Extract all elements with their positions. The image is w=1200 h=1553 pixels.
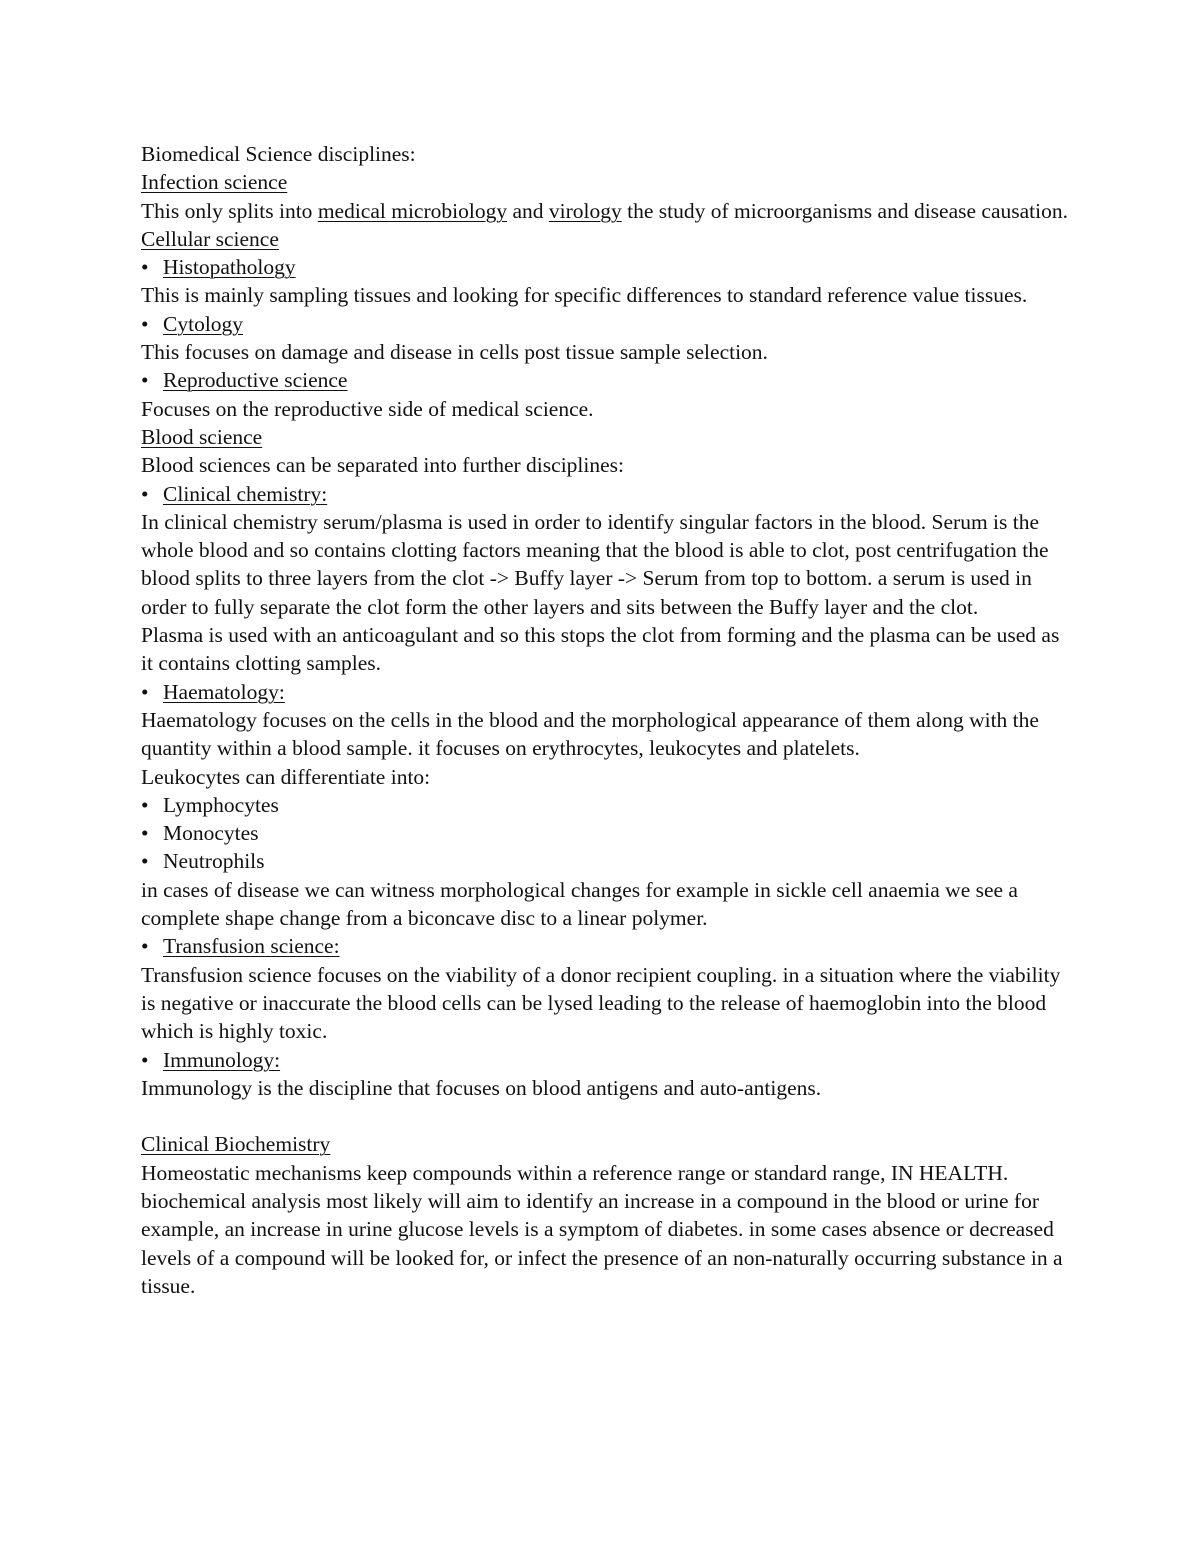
transfusion-paragraph: Transfusion science focuses on the viability of a donor recipient coupling. in a situation where the viability is negative or inaccurate the blood cells can be lysed leading to the release of haemoglobin into the blood which is highly toxic. <box>141 962 1061 1044</box>
haematology-paragraph-1: Haematology focuses on the cells in the blood and the morphological appearance of them along with the quantity within a blood sample. it focuses on erythrocytes, leukocytes and platelets. <box>141 707 1039 761</box>
bullet-icon: • <box>141 311 149 336</box>
bullet-icon: • <box>141 1047 149 1072</box>
bullet-clinical-chemistry: • Clinical chemistry: <box>141 480 1076 508</box>
bullet-icon: • <box>141 255 149 280</box>
virology-term: virology <box>548 198 622 223</box>
bullet-histopathology: • Histopathology <box>141 253 1076 281</box>
list-item-neutrophils: • Neutrophils <box>141 847 1076 875</box>
bullet-icon: • <box>141 481 149 506</box>
blood-intro: Blood sciences can be separated into further disciplines: <box>141 453 624 478</box>
list-item-lymphocytes: • Lymphocytes <box>141 791 1076 819</box>
bullet-immunology: • Immunology: <box>141 1046 1076 1074</box>
section-heading-clinical-biochemistry: Clinical Biochemistry <box>141 1132 331 1157</box>
document-title: Biomedical Science disciplines: <box>141 142 416 166</box>
blank-line <box>141 1102 1076 1130</box>
clinical-chemistry-paragraph-2: Plasma is used with an anticoagulant and so this stops the clot from forming and the plasma can be used as it contains clotting samples. <box>141 623 1060 676</box>
section-heading-blood: Blood science <box>141 424 263 449</box>
bullet-icon: • <box>141 849 149 874</box>
cytology-paragraph: This focuses on damage and disease in cells post tissue sample selection. <box>141 340 768 365</box>
immunology-paragraph: Immunology is the discipline that focuses on blood antigens and auto-antigens. <box>141 1075 822 1100</box>
bullet-icon: • <box>141 934 149 959</box>
list-item-monocytes: • Monocytes <box>141 819 1076 847</box>
histopathology-paragraph: This is mainly sampling tissues and looking for specific differences to standard reference value tissues. <box>141 283 1028 308</box>
section-heading-cellular: Cellular science <box>141 226 279 251</box>
section-heading-infection: Infection science <box>141 170 288 195</box>
reproductive-paragraph: Focuses on the reproductive side of medical science. <box>141 396 594 421</box>
bullet-reproductive-science: • Reproductive science <box>141 366 1076 394</box>
bullet-transfusion-science: • Transfusion science: <box>141 932 1076 960</box>
bullet-haematology: • Haematology: <box>141 678 1076 706</box>
bullet-icon: • <box>141 679 149 704</box>
haematology-paragraph-3: in cases of disease we can witness morphological changes for example in sickle cell anaemia we see a complete shape change from a biconcave disc to a linear polymer. <box>141 877 1018 931</box>
haematology-paragraph-2: Leukocytes can differentiate into: <box>141 764 431 789</box>
medical-microbiology-term: medical microbiology <box>317 198 508 223</box>
bullet-cytology: • Cytology <box>141 310 1076 338</box>
bullet-icon: • <box>141 792 149 817</box>
clinical-chemistry-paragraph-1: In clinical chemistry serum/plasma is used in order to identify singular factors in the blood. Serum is the whole blood and so contains clotting factors meaning that the blood is able to clot, post centrifugation the blood splits to three layers from the clot -> Buffy layer -> Serum from top to bottom. a serum is used in order to fully separate the clot form the other layers and sits between the Buffy layer and the clot. <box>141 509 1049 619</box>
clinical-biochemistry-paragraph-2: biochemical analysis most likely will aim to identify an increase in a compound in the blood or urine for example, an increase in urine glucose levels is a symptom of diabetes. in some cases absence or decreased levels of a compound will be looked for, or infect the presence of an non-naturally occurring substance in a tissue. <box>141 1188 1063 1298</box>
clinical-biochemistry-paragraph-1: Homeostatic mechanisms keep compounds within a reference range or standard range, IN HEALTH. <box>141 1160 1009 1185</box>
bullet-icon: • <box>141 821 149 846</box>
infection-paragraph: This only splits into medical microbiology and virology the study of microorganisms and disease causation. <box>141 198 1068 223</box>
document-page <box>141 140 1076 1300</box>
bullet-icon: • <box>141 368 149 393</box>
